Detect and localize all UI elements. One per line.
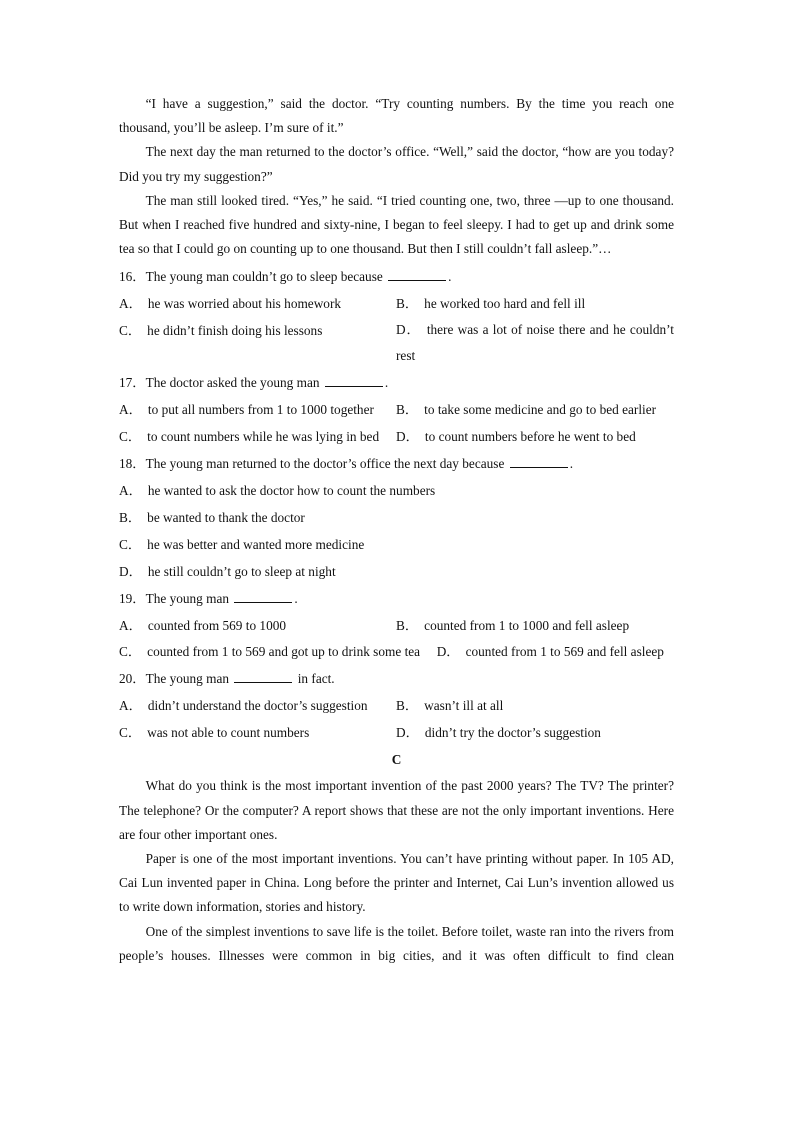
option-c[interactable]: C． he didn’t finish doing his lessons — [119, 323, 323, 339]
option-b[interactable]: B． wasn’t ill at all — [396, 698, 504, 714]
option-row — [119, 719, 674, 746]
option-d[interactable]: D． to count numbers before he went to bed — [396, 429, 636, 445]
option-d[interactable]: D． didn’t try the doctor’s suggestion — [396, 725, 601, 741]
option-a[interactable]: A． he wanted to ask the doctor how to count the numbers — [119, 483, 436, 499]
question-stem: 20．The young man in fact. — [119, 665, 674, 692]
option-row — [119, 317, 674, 369]
passage-b-paragraph-1: “I have a suggestion,” said the doctor. “Try counting numbers. By the time you reach one thousand, you’ll be asleep. I’m sure of it.” — [119, 96, 674, 136]
answer-blank — [388, 266, 446, 281]
option-b[interactable]: B． to take some medicine and go to bed earlier — [396, 402, 657, 418]
question-number: 20． — [119, 671, 146, 687]
question-stem: 17．The doctor asked the young man . — [119, 369, 674, 396]
question-17 — [119, 369, 674, 450]
answer-blank — [234, 668, 292, 683]
question-stem: 18．The young man returned to the doctor’s office the next day because . — [119, 450, 674, 477]
option-row — [119, 612, 674, 639]
question-number: 19． — [119, 591, 146, 607]
option-c[interactable]: C． to count numbers while he was lying in bed — [119, 429, 380, 445]
option-b[interactable]: B． counted from 1 to 1000 and fell asleep — [396, 618, 630, 634]
option-row — [119, 692, 674, 719]
passage-b-paragraph-2: The next day the man returned to the doctor’s office. “Well,” said the doctor, “how are you today? Did you try my suggestion?” — [119, 144, 674, 184]
passage-c-paragraph-2: Paper is one of the most important inventions. You can’t have printing without paper. In 105 AD, Cai Lun invented paper in China. Long before the printer and Internet, Cai Lun’s invention allowed us to write down information, stories and history. — [119, 851, 674, 915]
question-19 — [119, 585, 674, 665]
section-title: C — [391, 752, 402, 768]
option-row — [119, 423, 674, 450]
question-20 — [119, 665, 674, 746]
option-a[interactable]: A． didn’t understand the doctor’s suggestion — [119, 698, 368, 714]
passage-b-paragraph-3: The man still looked tired. “Yes,” he said. “I tried counting one, two, three —up to one thousand. But when I reached five hundred and sixty-nine, I began to feel sleepy. I had to get up and drink some tea so that I could go on counting up to one thousand. But then I still couldn’t fall asleep.”… — [119, 192, 674, 257]
option-d[interactable]: D． there was a lot of noise there and he couldn’t rest — [396, 322, 675, 364]
option-c[interactable]: C． he was better and wanted more medicine — [119, 537, 365, 553]
question-stem: 16．The young man couldn’t go to sleep because . — [119, 263, 674, 290]
question-number: 17． — [119, 375, 146, 391]
document-page — [119, 92, 674, 968]
option-a[interactable]: A． he was worried about his homework — [119, 296, 342, 312]
passage-c-paragraph-1: What do you think is the most important invention of the past 2000 years? The TV? The printer? The telephone? Or the computer? A report shows that these are not the only important inventions. Here are four other important ones. — [119, 778, 674, 842]
question-number: 16． — [119, 269, 146, 285]
option-row-wrapped — [119, 639, 674, 665]
option-b[interactable]: B． he worked too hard and fell ill — [396, 296, 586, 312]
option-c[interactable]: C． was not able to count numbers — [119, 725, 310, 741]
passage-b — [119, 92, 674, 261]
option-c[interactable]: C． counted from 1 to 569 and got up to drink some tea — [119, 644, 421, 660]
answer-blank — [325, 372, 383, 387]
question-number: 18． — [119, 456, 146, 472]
option-d[interactable]: D． he still couldn’t go to sleep at night — [119, 564, 336, 580]
answer-blank — [234, 588, 292, 603]
option-row — [119, 396, 674, 423]
question-16 — [119, 263, 674, 369]
option-a[interactable]: A． to put all numbers from 1 to 1000 together — [119, 402, 374, 418]
question-stem: 19．The young man . — [119, 585, 674, 612]
passage-c — [119, 746, 674, 968]
option-a[interactable]: A． counted from 569 to 1000 — [119, 618, 287, 634]
option-b[interactable]: B． be wanted to thank the doctor — [119, 510, 305, 526]
question-18 — [119, 450, 674, 585]
option-row — [119, 290, 674, 317]
option-d[interactable]: D． counted from 1 to 569 and fell asleep — [436, 644, 664, 660]
answer-blank — [510, 453, 568, 468]
passage-c-paragraph-3: One of the simplest inventions to save life is the toilet. Before toilet, waste ran into the rivers from people’s houses. Illnesses were common in big cities, and it was often difficult to find clean — [119, 923, 674, 963]
